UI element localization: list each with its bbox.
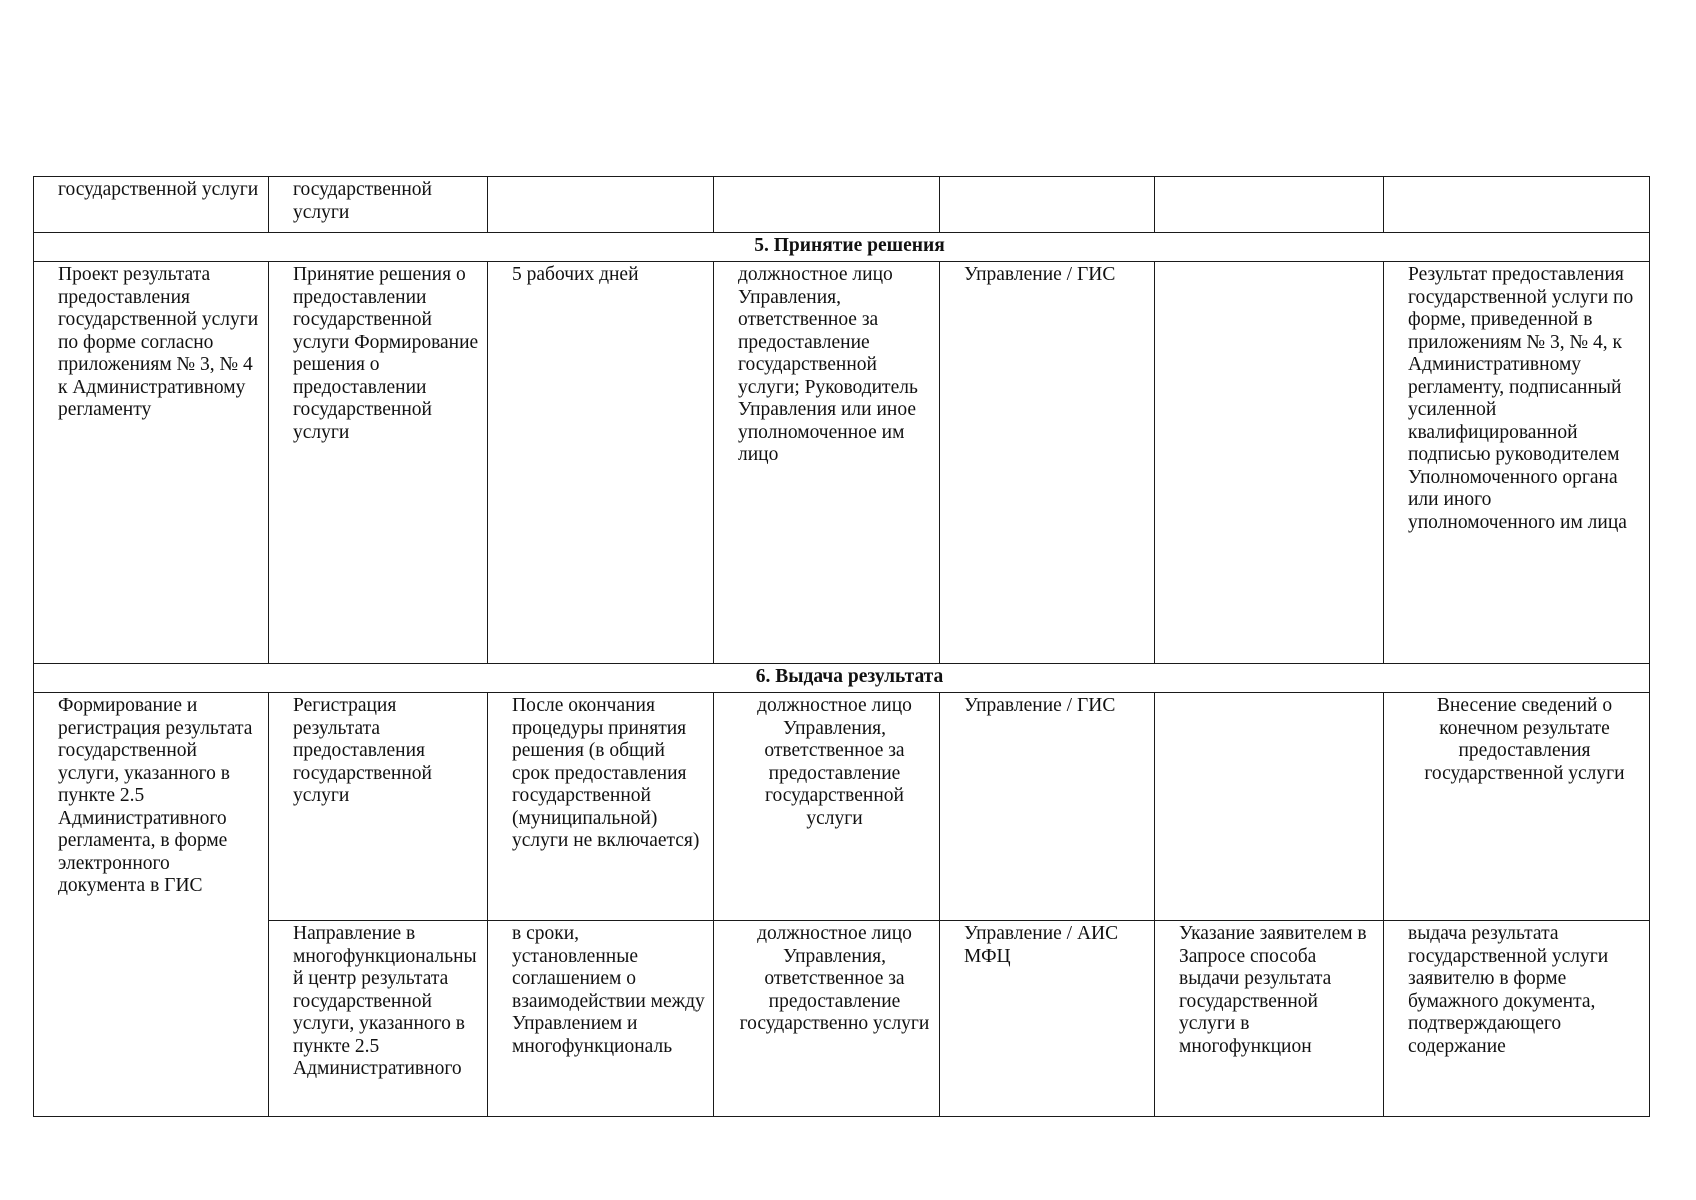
table-cell: государственной услуги [269,177,488,233]
table-row [34,177,1650,233]
table-cell: 5 рабочих дней [488,262,714,664]
table-cell [488,177,714,233]
table-cell: Указание заявителем в Запросе способа выдачи результата государственной услуги в многофункцион [1155,921,1384,1117]
table-cell: Регистрация результата предоставления государственной услуги [269,693,488,921]
table-cell: Формирование и регистрация результата государственной услуги, указанного в пункте 2.5 Административного регламента, в форме электронного документа в ГИС [34,693,269,1117]
table-cell [1384,177,1650,233]
table-cell: Внесение сведений о конечном результате предоставления государственной услуги [1384,693,1650,921]
procedure-table [33,176,1650,1117]
table-cell [1155,177,1384,233]
table-cell: должностное лицо Управления, ответственное за предоставление государственной услуги [714,693,940,921]
section-title: 5. Принятие решения [34,233,1650,262]
table-cell: Направление в многофункциональный центр результата государственной услуги, указанного в пункте 2.5 Административного [269,921,488,1117]
table-cell [714,177,940,233]
section-title: 6. Выдача результата [34,664,1650,693]
table-cell: выдача результата государственной услуги заявителю в форме бумажного документа, подтверждающего содержание [1384,921,1650,1117]
table-cell: Принятие решения о предоставлении государственной услуги Формирование решения о предоставлении государственной услуги [269,262,488,664]
table-cell [1155,693,1384,921]
table-cell: государственной услуги [34,177,269,233]
table-cell: Управление / ГИС [940,693,1155,921]
table-cell: в сроки, установленные соглашением о взаимодействии между Управлением и многофункциональ [488,921,714,1117]
table-cell [1155,262,1384,664]
table-cell: должностное лицо Управления, ответственное за предоставление государственной услуги; Руководитель Управления или иное уполномоченное им лицо [714,262,940,664]
section-header-row [34,233,1650,262]
table-cell: Результат предоставления государственной услуги по форме, приведенной в приложениям № 3, № 4, к Административному регламенту, подписанный усиленной квалифицированной подписью руководителем Уполномоченного органа или иного уполномоченного им лица [1384,262,1650,664]
table-cell: Проект результата предоставления государственной услуги по форме согласно приложениям № 3, № 4 к Административному регламенту [34,262,269,664]
table-cell: После окончания процедуры принятия решения (в общий срок предоставления государственной (муниципальной) услуги не включается) [488,693,714,921]
table-cell: Управление / ГИС [940,262,1155,664]
table-row [34,693,1650,921]
table-row [34,262,1650,664]
table-cell: должностное лицо Управления, ответственное за предоставление государственно услуги [714,921,940,1117]
table-cell: Управление / АИС МФЦ [940,921,1155,1117]
section-header-row [34,664,1650,693]
table-cell [940,177,1155,233]
table-row [34,921,1650,1117]
